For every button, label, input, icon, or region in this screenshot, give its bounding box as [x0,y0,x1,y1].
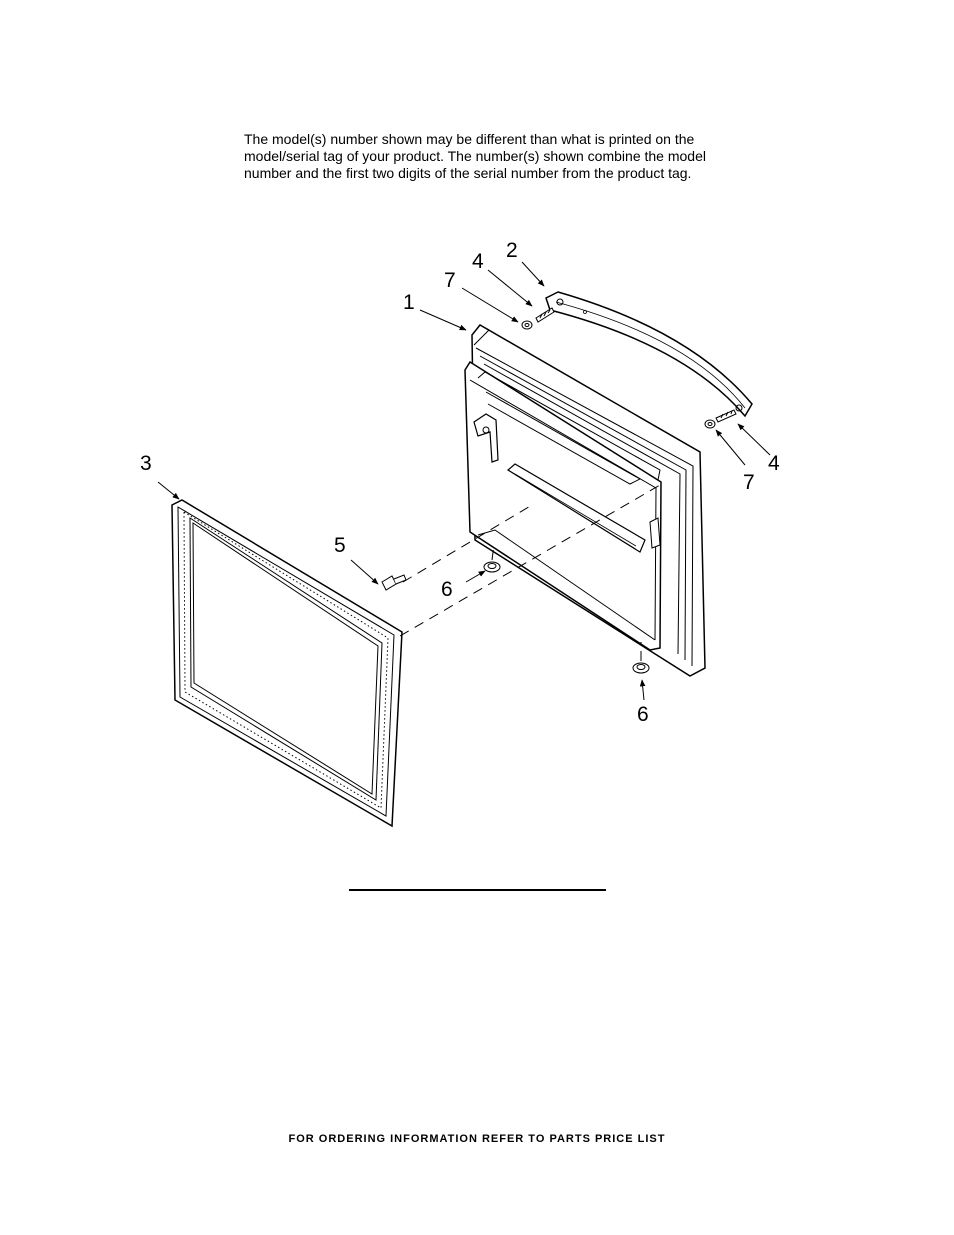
callout-part-7-top: 7 [444,269,456,292]
callout-part-3: 3 [140,452,152,475]
spacer-part-7-right [705,420,715,428]
callout-part-4-top: 4 [472,250,484,273]
handle-screw-part-4-right [716,410,736,422]
handle-screw-part-4-top [536,308,554,322]
spacer-part-7-top [522,321,532,329]
callout-part-6-mid: 6 [441,578,453,601]
model-number-line [349,889,606,891]
door-assembly-part-1 [465,325,705,676]
callout-part-5: 5 [334,534,346,557]
ordering-info-footer: FOR ORDERING INFORMATION REFER TO PARTS PRICE LIST [288,1133,666,1145]
notice-line-3: number and the first two digits of the serial number from the product tag. [244,165,692,181]
bushing-part-6-mid [484,562,500,572]
callout-part-1: 1 [403,291,415,314]
callout-part-2: 2 [506,239,518,262]
callout-part-6-bottom: 6 [637,703,649,726]
notice-line-2: model/serial tag of your product. The number(s) shown combine the model [244,148,706,164]
screw-part-5 [382,575,406,590]
callout-part-7-right: 7 [743,471,755,494]
callout-part-4-right: 4 [768,452,780,475]
door-gasket-part-3 [172,500,402,826]
notice-line-1: The model(s) number shown may be different than what is printed on the [244,131,695,147]
bushing-part-6-bottom [633,663,649,673]
